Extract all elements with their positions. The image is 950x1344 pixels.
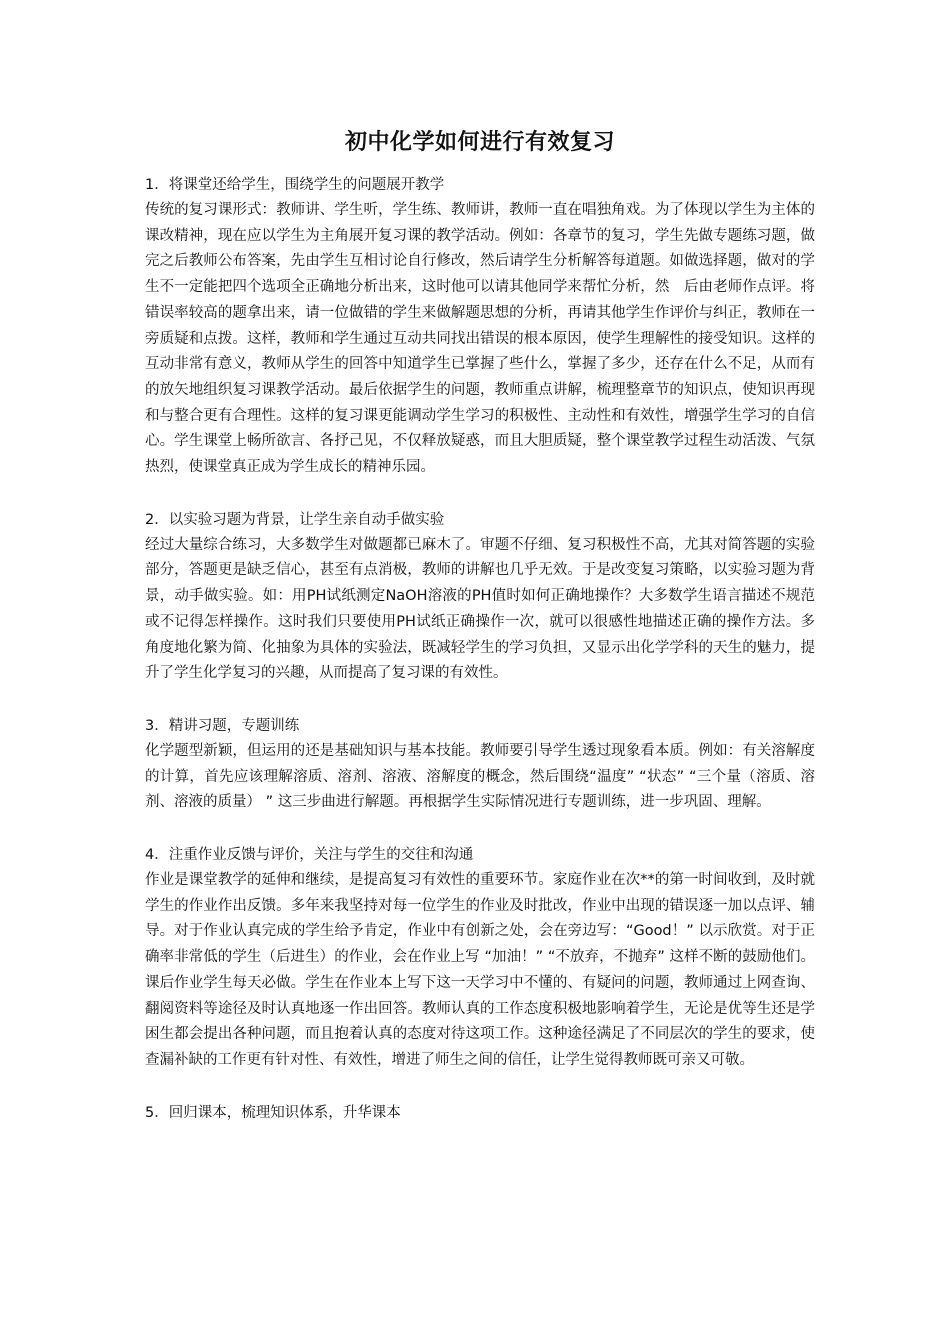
section-heading: 1．将课堂还给学生，围绕学生的问题展开教学 xyxy=(145,177,445,193)
section-5 xyxy=(145,1100,815,1126)
section-paragraph: 经过大量综合练习，大多数学生对做题都已麻木了。审题不仔细、复习积极性不高，尤其对简答题的实验部分，答题更是缺乏信心，甚至有点消极，教师的讲解也几乎无效。于是改变复习策略，以实验习题为背景，动手做实验。如：用PH试纸测定NaOH溶液的PH值时如何正确地操作？大多数学生语言描述不规范或不记得怎样操作。这时我们只要使用PH试纸正确操作一次，就可以很感性地描述正确的操作方法。多角度地化繁为简、化抽象为具体的实验法，既减轻学生的学习负担，又显示出化学学科的天生的魅力，提升了学生化学复习的兴趣，从而提高了复习课的有效性。 xyxy=(145,536,815,682)
section-paragraph: 传统的复习课形式：教师讲、学生听，学生练、教师讲，教师一直在唱独角戏。为了体现以学生为主体的课改精神，现在应以学生为主角展开复习课的教学活动。例如：各章节的复习，学生先做专题练习题，做完之后教师公布答案，先由学生互相讨论自行修改，然后请学生分析解答每道题。如做选择题，做对的学生不一定能把四个选项全正确地分析出来，这时他可以请其他同学来帮忙分析，然 后由老师作点评。将错误率较高的题拿出来，请一位做错的学生来做解题思想的分析，再请其他学生作评价与纠正，教师在一旁质疑和点拨。这样，教师和学生通过互动共同找出错误的根本原因，使学生理解性的接受知识。这样的互动非常有意义，教师从学生的回答中知道学生已掌握了些什么，掌握了多少，还存在什么不足，从而有的放矢地组织复习课教学活动。最后依据学生的问题，教师重点讲解，梳理整章节的知识点，使知识再现和与整合更有合理性。这样的复习课更能调动学生学习的积极性、主动性和有效性，增强学生学习的自信心。学生课堂上畅所欲言、各抒己见，不仅释放疑惑，而且大胆质疑，整个课堂教学过程生动活泼、气氛热烈，使课堂真正成为学生成长的精神乐园。 xyxy=(145,202,815,476)
section-2 xyxy=(145,507,815,687)
section-heading: 2．以实验习题为背景，让学生亲自动手做实验 xyxy=(145,511,445,528)
section-heading: 3．精讲习题，专题训练 xyxy=(145,717,300,734)
document-title: 初中化学如何进行有效复习 xyxy=(344,130,615,155)
document-page xyxy=(145,128,815,1152)
section-1 xyxy=(145,172,815,481)
section-paragraph: 作业是课堂教学的延伸和继续，是提高复习有效性的重要环节。家庭作业在次**的第一时间收到，及时就学生的作业作出反馈。多年来我坚持对每一位学生的作业及时批改，作业中出现的错误逐一加以点评、辅导。对于作业认真完成的学生给予肯定，作业中有创新之处，会在旁边写：“Good！” 以示欣赏。对于正确率非常低的学生（后进生）的作业，会在作业上写 “加油！” “不放弃，不抛弃” 这样不断的鼓励他们。课后作业学生每天必做。学生在作业本上写下这一天学习中不懂的、有疑问的问题，教师通过上网查询、翻阅资料等途径及时认真地逐一作出回答。教师认真的工作态度积极地影响着学生，无论是优等生还是学困生都会提出各种问题，而且抱着认真的态度对待这项工作。这种途径满足了不同层次的学生的要求，使查漏补缺的工作更有针对性、有效性，增进了师生之间的信任，让学生觉得教师既可亲又可敬。 xyxy=(145,872,815,1068)
section-heading: 5．回归课本，梳理知识体系，升华课本 xyxy=(145,1104,401,1121)
section-3 xyxy=(145,713,815,816)
section-4 xyxy=(145,842,815,1074)
section-paragraph: 化学题型新颖，但运用的还是基础知识与基本技能。教师要引导学生透过现象看本质。例如：有关溶解度的计算，首先应该理解溶质、溶剂、溶液、溶解度的概念，然后围绕“温度” “状态” “三个量（溶质、溶剂、溶液的质量） ” 这三步曲进行解题。再根据学生实际情况进行专题训练，进一步巩固、理解。 xyxy=(145,742,815,811)
section-heading: 4．注重作业反馈与评价，关注与学生的交往和沟通 xyxy=(145,847,474,864)
